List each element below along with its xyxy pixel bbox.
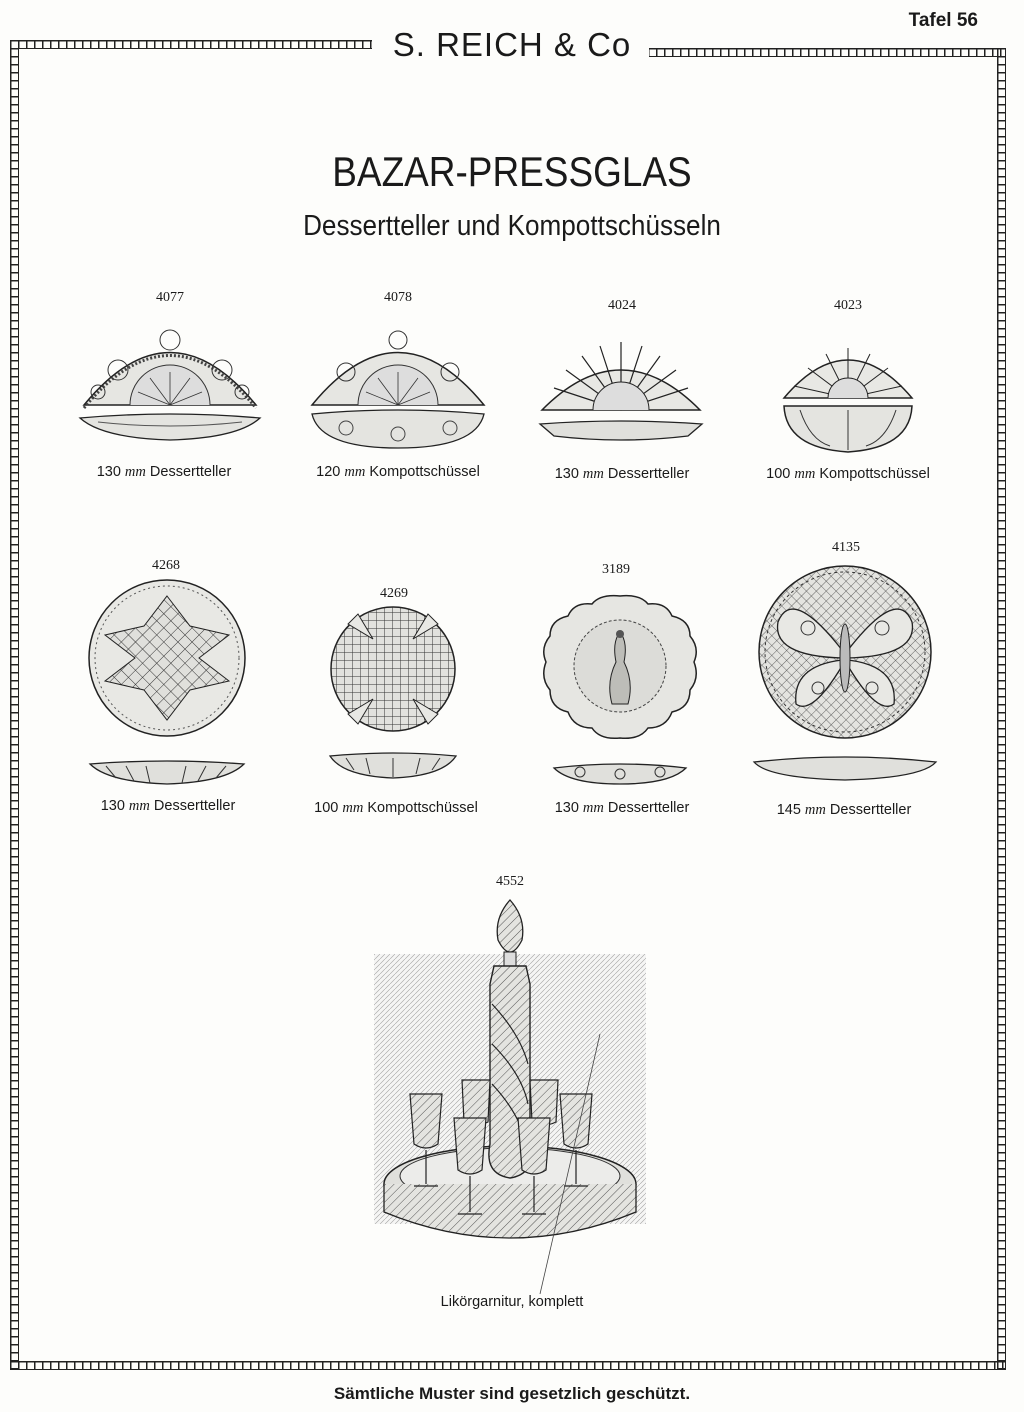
plate-4135-illustration (752, 566, 938, 788)
border-bottom (10, 1361, 1006, 1370)
caption-4077: 130 mm Dessertteller (96, 464, 232, 480)
caption-4135: 145 mm Dessertteller (776, 802, 912, 818)
border-right (997, 48, 1006, 1370)
caption-4078: 120 mm Kompottschüssel (316, 464, 480, 480)
page-subtitle: Dessertteller und Kompottschüsseln (303, 210, 721, 242)
item-number-4023: 4023 (834, 298, 862, 313)
caption-4024: 130 mm Dessertteller (554, 466, 690, 482)
plate-3189-illustration (540, 592, 700, 788)
bowl-4078-illustration (306, 310, 490, 450)
caption-3189: 130 mm Dessertteller (554, 800, 690, 816)
bowl-4269-illustration (328, 604, 458, 788)
footer-note: Sämtliche Muster sind gesetzlich geschützt. (333, 1384, 691, 1403)
border-left (10, 40, 19, 1370)
plate-number: Tafel 56 (908, 10, 978, 31)
bowl-4023-illustration (780, 330, 916, 456)
item-number-4269: 4269 (380, 586, 408, 601)
item-number-4077: 4077 (156, 290, 184, 305)
plate-4077-illustration (78, 310, 262, 450)
caption-4023: 100 mm Kompottschüssel (766, 466, 930, 482)
item-number-4078: 4078 (384, 290, 412, 305)
item-number-4268: 4268 (152, 558, 180, 573)
page-title: BAZAR-PRESSGLAS (332, 148, 692, 195)
item-number-4552: 4552 (496, 874, 524, 889)
company-name: S. REICH & Co (0, 26, 1024, 64)
liqueur-set-illustration (370, 894, 650, 1314)
liqueur-set-caption: Likörgarnitur, komplett (440, 1294, 584, 1310)
item-number-4135: 4135 (832, 540, 860, 555)
caption-4268: 130 mm Dessertteller (100, 798, 236, 814)
plate-4024-illustration (538, 330, 704, 450)
caption-4269: 100 mm Kompottschüssel (314, 800, 478, 816)
plate-4268-illustration (86, 578, 248, 788)
item-number-4024: 4024 (608, 298, 636, 313)
item-number-3189: 3189 (602, 562, 630, 577)
